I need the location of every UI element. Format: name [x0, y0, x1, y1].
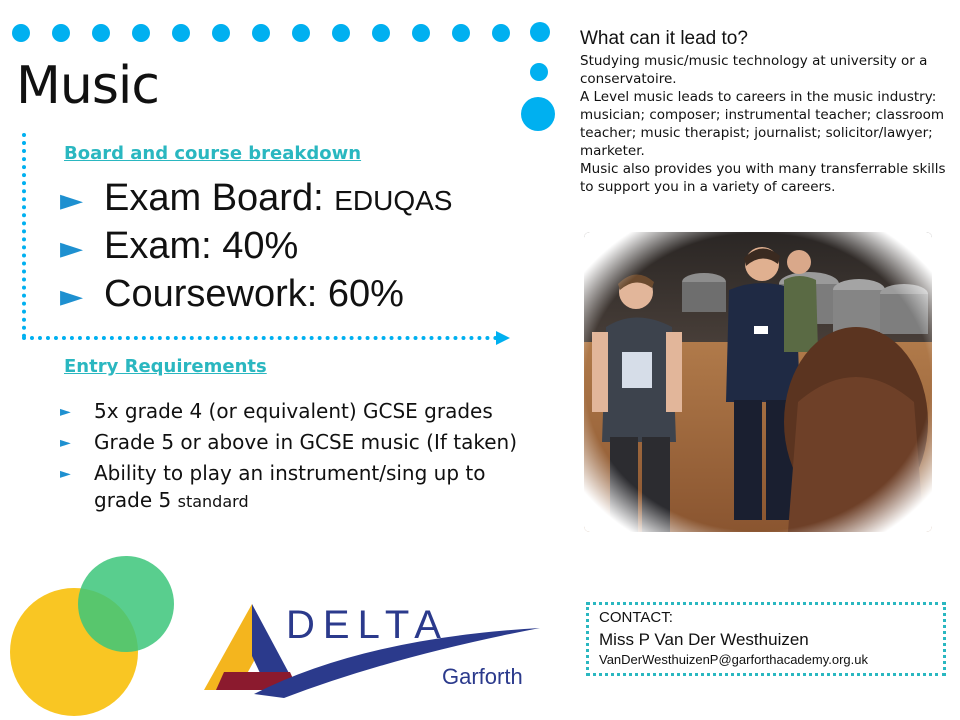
careers-paragraph: A Level music leads to careers in the music industry: musician; composer; instrumental teacher; classroom teacher; music therapist; journalist; solicitor/lawyer; marketer.: [580, 89, 945, 159]
requirement-text: Ability to play an instrument/sing up to grade 5: [94, 461, 486, 512]
coursework-weight-label: Coursework: 60%: [104, 273, 404, 315]
decor-dot: [412, 24, 430, 42]
contact-name: Miss P Van Der Westhuizen: [599, 630, 809, 649]
delta-garforth-logo: [194, 598, 564, 708]
decor-dot: [332, 24, 350, 42]
decor-dot: [212, 24, 230, 42]
list-item: [60, 225, 452, 273]
requirement-text: 5x grade 4 (or equivalent) GCSE grades: [94, 399, 493, 423]
list-item: [60, 429, 530, 456]
students-photo-illustration: [584, 232, 932, 532]
exam-board-label-text: Exam Board:: [104, 177, 335, 219]
decor-dot: [492, 24, 510, 42]
decor-dot: [172, 24, 190, 42]
decor-dot: [292, 24, 310, 42]
green-circle: [78, 556, 174, 652]
list-item: [60, 177, 452, 225]
contact-label: CONTACT:: [599, 609, 673, 626]
bullet-triangle-icon: ►: [60, 435, 71, 451]
decor-dot: [132, 24, 150, 42]
decor-dot: [52, 24, 70, 42]
careers-paragraph: Music also provides you with many transferrable skills to support you in a variety of careers.: [580, 161, 946, 195]
careers-paragraph: Studying music/music technology at university or a conservatoire.: [580, 53, 928, 87]
decor-dot: [530, 22, 550, 42]
dotted-bracket-horizontal: [22, 336, 498, 340]
logo-subtitle: Garforth: [442, 664, 523, 689]
decor-dot: [12, 24, 30, 42]
bullet-triangle-icon: ►: [60, 404, 71, 420]
decor-dot: [92, 24, 110, 42]
entry-requirements-list: [60, 398, 530, 519]
decor-dot: [530, 63, 548, 81]
board-course-heading: Board and course breakdown: [64, 143, 362, 164]
bullet-triangle-icon: ►: [60, 231, 84, 266]
requirement-text-wrapper: [94, 460, 530, 515]
board-course-list: [60, 177, 452, 321]
bullet-triangle-icon: ►: [60, 279, 84, 314]
bullet-triangle-icon: ►: [60, 183, 84, 218]
exam-weight-label: Exam: 40%: [104, 225, 299, 267]
decor-dot: [452, 24, 470, 42]
arrow-right-icon: [496, 331, 510, 345]
dotted-bracket-vertical: [22, 133, 26, 338]
decor-dot-large: [521, 97, 555, 131]
students-photo: [584, 232, 932, 532]
decor-dot: [372, 24, 390, 42]
requirement-text-small: standard: [177, 492, 249, 511]
careers-title: What can it lead to?: [580, 28, 748, 49]
list-item: [60, 273, 452, 321]
entry-requirements-heading: Entry Requirements: [64, 356, 267, 377]
exam-board-label: [104, 177, 452, 220]
decor-dot: [252, 24, 270, 42]
contact-box: [586, 602, 946, 676]
exam-board-value: EDUQAS: [334, 185, 453, 216]
decorative-circles: [0, 548, 190, 720]
contact-email-link[interactable]: VanDerWesthuizenP@garforthacademy.org.uk: [599, 652, 868, 667]
list-item: [60, 398, 530, 425]
careers-body: [580, 52, 950, 196]
page-title: Music: [16, 56, 159, 116]
bullet-triangle-icon: ►: [60, 466, 71, 482]
logo-wordmark: DELTA: [286, 603, 449, 647]
delta-logo-mark: [194, 598, 564, 708]
requirement-text: Grade 5 or above in GCSE music (If taken): [94, 430, 517, 454]
list-item: [60, 460, 530, 515]
